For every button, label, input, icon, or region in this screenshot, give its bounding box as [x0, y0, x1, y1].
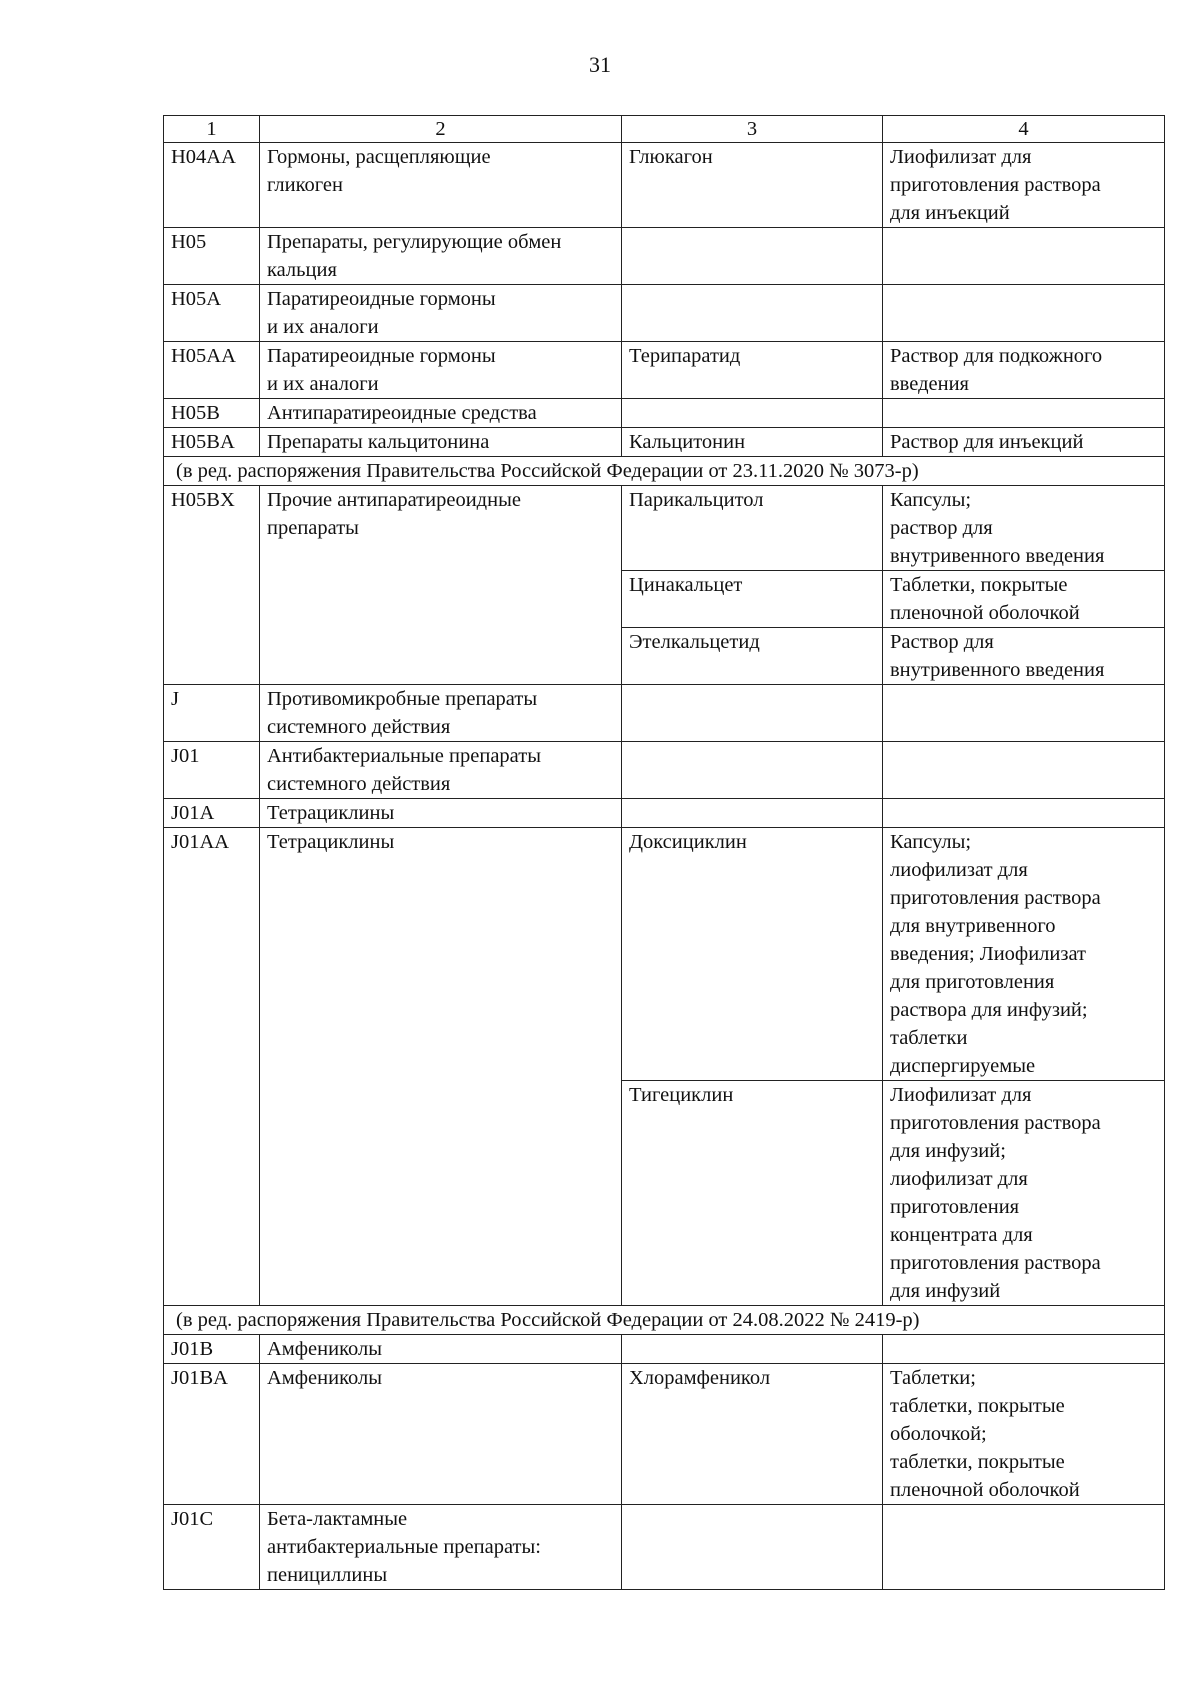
- dosage-form-cell: Капсулы; раствор для внутривенного введения: [883, 486, 1165, 571]
- drug-name-cell: Парикальцитол: [622, 486, 883, 571]
- dosage-form-cell: [883, 685, 1165, 742]
- dosage-form-cell: [883, 799, 1165, 828]
- drug-name-cell: [622, 685, 883, 742]
- table-row: [164, 1335, 1165, 1364]
- table-row: [164, 685, 1165, 742]
- dosage-form-cell: [883, 228, 1165, 285]
- atc-code-cell: J01AA: [164, 828, 260, 1306]
- table-row: [164, 399, 1165, 428]
- atc-code-cell: H05BX: [164, 486, 260, 685]
- group-name-cell: Бета-лактамные антибактериальные препараты: пенициллины: [260, 1505, 622, 1590]
- page-number: 31: [589, 52, 611, 77]
- dosage-form-cell: [883, 1335, 1165, 1364]
- table-body: [164, 116, 1165, 1590]
- atc-code-cell: H05BA: [164, 428, 260, 457]
- drug-name-cell: Хлорамфеникол: [622, 1364, 883, 1505]
- amendment-note: (в ред. распоряжения Правительства Российской Федерации от 24.08.2022 № 2419-р): [164, 1306, 1165, 1335]
- drug-name-cell: Этелкальцетид: [622, 628, 883, 685]
- group-name-cell: Препараты, регулирующие обмен кальция: [260, 228, 622, 285]
- atc-code-cell: H04AA: [164, 143, 260, 228]
- dosage-form-cell: [883, 1505, 1165, 1590]
- table-row: [164, 828, 1165, 1081]
- table-row: [164, 143, 1165, 228]
- table-row: [164, 1364, 1165, 1505]
- atc-code-cell: H05AA: [164, 342, 260, 399]
- atc-code-cell: J: [164, 685, 260, 742]
- group-name-cell: Амфениколы: [260, 1364, 622, 1505]
- drug-name-cell: [622, 799, 883, 828]
- atc-code-cell: H05A: [164, 285, 260, 342]
- drug-name-cell: Доксициклин: [622, 828, 883, 1081]
- dosage-form-cell: [883, 399, 1165, 428]
- atc-code-cell: J01B: [164, 1335, 260, 1364]
- amendment-note-row: [164, 1306, 1165, 1335]
- table-row: [164, 285, 1165, 342]
- group-name-cell: Антибактериальные препараты системного действия: [260, 742, 622, 799]
- dosage-form-cell: Капсулы; лиофилизат для приготовления раствора для внутривенного введения; Лиофилизат для приготовления раствора для инфузий; таблетки диспергируемые: [883, 828, 1165, 1081]
- atc-code-cell: H05B: [164, 399, 260, 428]
- drug-name-cell: [622, 228, 883, 285]
- table-row: [164, 799, 1165, 828]
- drug-name-cell: [622, 399, 883, 428]
- dosage-form-cell: [883, 285, 1165, 342]
- atc-code-cell: J01A: [164, 799, 260, 828]
- drug-name-cell: [622, 1335, 883, 1364]
- group-name-cell: Антипаратиреоидные средства: [260, 399, 622, 428]
- table-row: [164, 486, 1165, 571]
- drug-name-cell: [622, 1505, 883, 1590]
- drug-name-cell: Кальцитонин: [622, 428, 883, 457]
- drug-name-cell: Глюкагон: [622, 143, 883, 228]
- drug-name-cell: Тигециклин: [622, 1081, 883, 1306]
- group-name-cell: Гормоны, расщепляющие гликоген: [260, 143, 622, 228]
- table-row: [164, 1505, 1165, 1590]
- dosage-form-cell: Таблетки; таблетки, покрытые оболочкой; таблетки, покрытые пленочной оболочкой: [883, 1364, 1165, 1505]
- dosage-form-cell: Лиофилизат для приготовления раствора для инъекций: [883, 143, 1165, 228]
- column-header: 2: [260, 116, 622, 143]
- group-name-cell: Паратиреоидные гормоны и их аналоги: [260, 342, 622, 399]
- atc-code-cell: J01C: [164, 1505, 260, 1590]
- column-header: 4: [883, 116, 1165, 143]
- column-header: 1: [164, 116, 260, 143]
- group-name-cell: Препараты кальцитонина: [260, 428, 622, 457]
- group-name-cell: Тетрациклины: [260, 799, 622, 828]
- table-row: [164, 428, 1165, 457]
- group-name-cell: Амфениколы: [260, 1335, 622, 1364]
- atc-code-cell: J01BA: [164, 1364, 260, 1505]
- group-name-cell: Тетрациклины: [260, 828, 622, 1306]
- drug-name-cell: Терипаратид: [622, 342, 883, 399]
- table-header-row: [164, 116, 1165, 143]
- drug-name-cell: [622, 285, 883, 342]
- table-row: [164, 228, 1165, 285]
- drug-name-cell: [622, 742, 883, 799]
- atc-code-cell: H05: [164, 228, 260, 285]
- dosage-form-cell: Раствор для внутривенного введения: [883, 628, 1165, 685]
- atc-code-cell: J01: [164, 742, 260, 799]
- table-row: [164, 342, 1165, 399]
- group-name-cell: Противомикробные препараты системного действия: [260, 685, 622, 742]
- group-name-cell: Паратиреоидные гормоны и их аналоги: [260, 285, 622, 342]
- amendment-note: (в ред. распоряжения Правительства Российской Федерации от 23.11.2020 № 3073-р): [164, 457, 1165, 486]
- amendment-note-row: [164, 457, 1165, 486]
- dosage-form-cell: Раствор для подкожного введения: [883, 342, 1165, 399]
- column-header: 3: [622, 116, 883, 143]
- group-name-cell: Прочие антипаратиреоидные препараты: [260, 486, 622, 685]
- dosage-form-cell: [883, 742, 1165, 799]
- dosage-form-cell: Лиофилизат для приготовления раствора для инфузий; лиофилизат для приготовления концентрата для приготовления раствора для инфузий: [883, 1081, 1165, 1306]
- drug-table: [163, 115, 1165, 1590]
- table-row: [164, 742, 1165, 799]
- dosage-form-cell: Таблетки, покрытые пленочной оболочкой: [883, 571, 1165, 628]
- dosage-form-cell: Раствор для инъекций: [883, 428, 1165, 457]
- drug-name-cell: Цинакальцет: [622, 571, 883, 628]
